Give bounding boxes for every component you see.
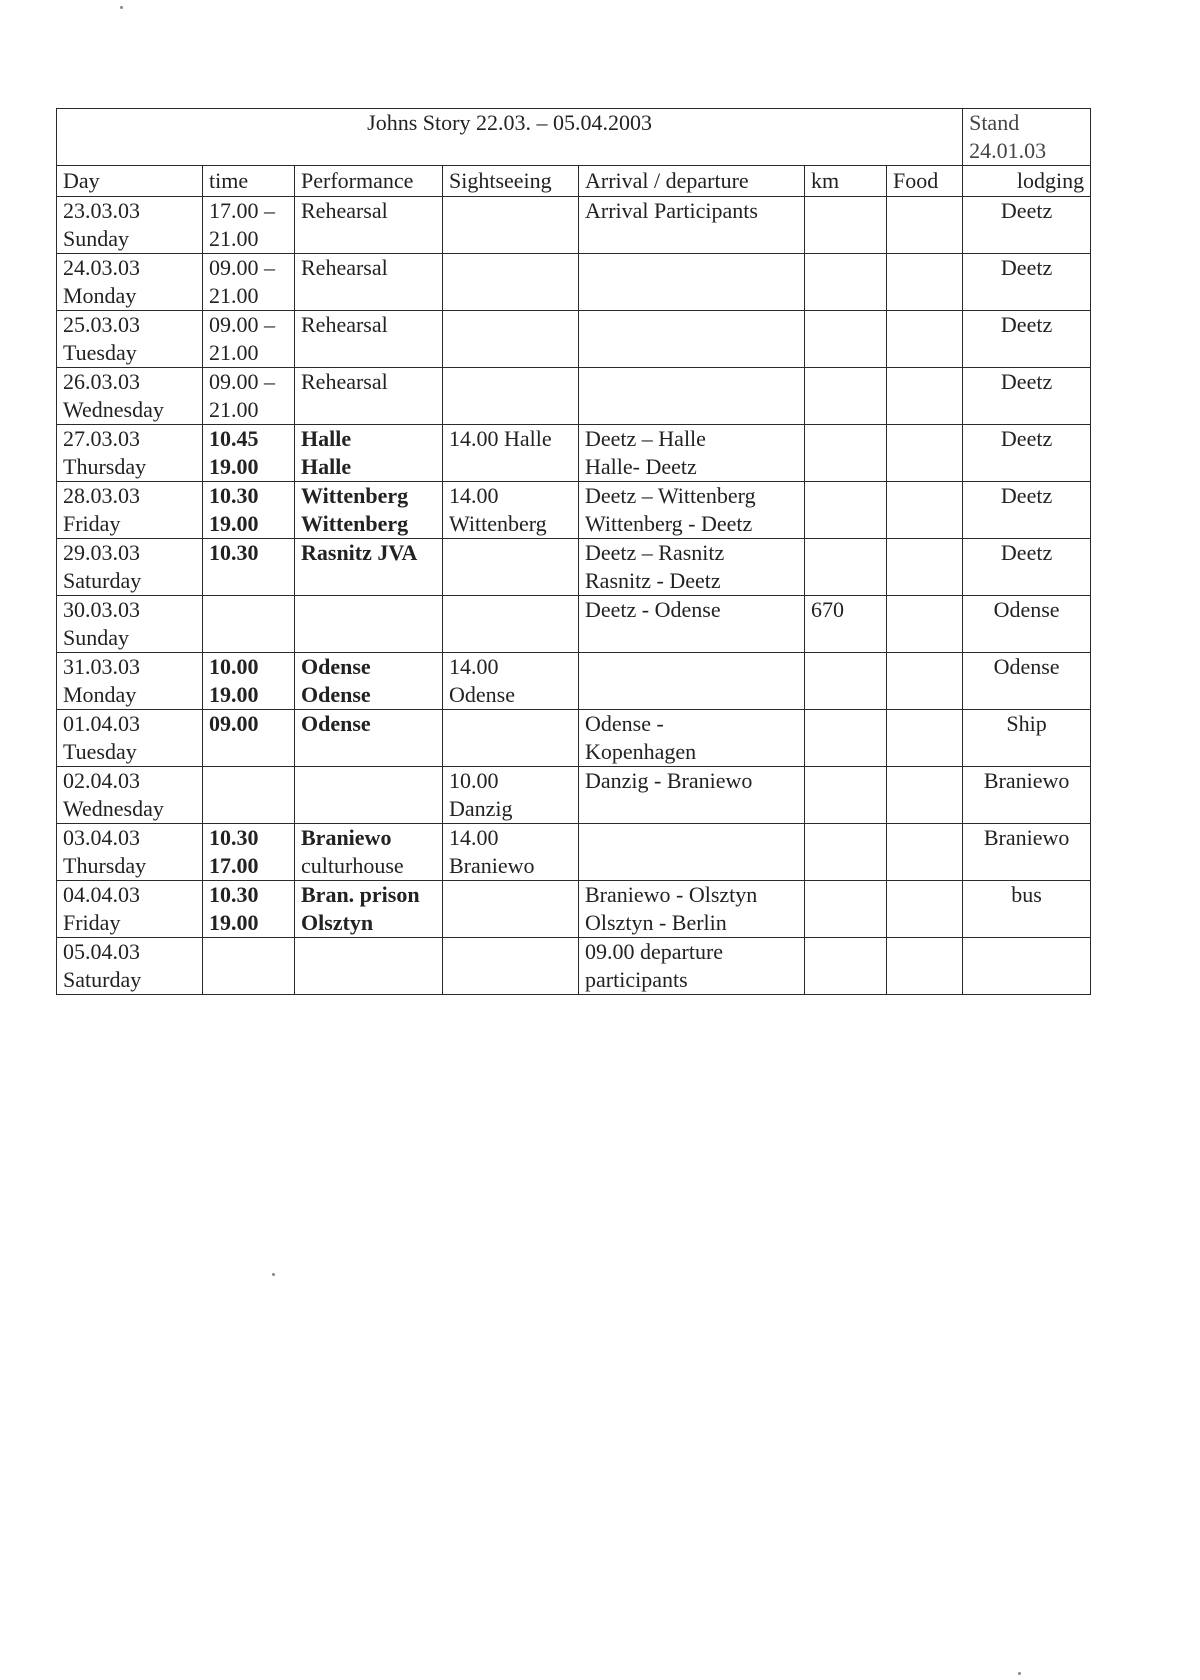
food-cell [887,482,963,539]
sightseeing-line-1: 14.00 [449,483,499,508]
performance-line-1: Rehearsal [301,255,388,280]
performance-cell [295,197,443,254]
document-title: Johns Story 22.03. – 05.04.2003 [57,109,963,166]
food-cell [887,596,963,653]
sightseeing-line-1: 14.00 [449,654,499,679]
day-line-2: Monday [63,682,137,707]
day-line-2: Tuesday [63,340,137,365]
lodging-value: Braniewo [983,768,1070,793]
food-cell [887,254,963,311]
time-cell [203,767,295,824]
arrival-departure-cell [579,767,805,824]
arrival-departure-line-2: Olsztyn - Berlin [585,910,727,935]
table-row [57,311,1091,368]
day-cell [57,596,203,653]
performance-cell [295,311,443,368]
day-line-2: Thursday [63,454,147,479]
arrival-departure-line-1: Deetz - Odense [585,597,721,622]
time-line-2: 19.00 [209,910,259,935]
arrival-departure-line-2: participants [585,967,688,992]
sightseeing-line-2: Braniewo [449,853,535,878]
day-cell [57,767,203,824]
km-value: 670 [811,597,844,622]
sightseeing-cell [443,482,579,539]
sightseeing-cell [443,938,579,995]
food-cell [887,938,963,995]
km-cell [805,425,887,482]
km-cell [805,482,887,539]
arrival-departure-line-1: 09.00 departure [585,939,724,964]
time-cell [203,710,295,767]
time-line-2: 21.00 [209,283,259,308]
day-cell [57,653,203,710]
performance-cell [295,425,443,482]
km-cell [805,596,887,653]
sightseeing-cell [443,767,579,824]
performance-line-1: Odense [301,654,371,679]
time-cell [203,254,295,311]
day-line-2: Friday [63,910,121,935]
arrival-departure-cell [579,539,805,596]
lodging-cell [963,311,1091,368]
performance-line-1: Rehearsal [301,198,388,223]
sightseeing-line-1: 14.00 [449,825,499,850]
time-line-1: 10.30 [209,882,259,907]
performance-cell [295,482,443,539]
day-cell [57,311,203,368]
day-line-1: 31.03.03 [63,654,140,679]
day-line-2: Wednesday [63,796,164,821]
food-cell [887,311,963,368]
km-cell [805,539,887,596]
time-line-1: 10.45 [209,426,259,451]
lodging-cell [963,824,1091,881]
performance-cell [295,767,443,824]
arrival-departure-cell [579,425,805,482]
km-cell [805,710,887,767]
arrival-departure-cell [579,653,805,710]
lodging-value: Deetz [1000,369,1053,394]
table-row [57,653,1091,710]
arrival-departure-line-2: Wittenberg - Deetz [585,511,753,536]
lodging-value: Odense [993,597,1060,622]
food-cell [887,710,963,767]
lodging-cell [963,254,1091,311]
stand-date: 24.01.03 [969,138,1047,163]
performance-line-2: Odense [301,682,371,707]
time-line-1: 09.00 – [209,312,275,337]
day-cell [57,368,203,425]
time-line-1: 09.00 [209,711,259,736]
food-cell [887,197,963,254]
table-row [57,425,1091,482]
performance-cell [295,368,443,425]
km-cell [805,881,887,938]
time-line-1: 10.00 [209,654,259,679]
time-line-2: 19.00 [209,682,259,707]
scan-speck [272,1273,275,1276]
km-cell [805,824,887,881]
arrival-departure-line-2: Halle- Deetz [585,454,697,479]
schedule-body [57,197,1091,995]
stand-label: Stand [969,110,1020,135]
arrival-departure-cell [579,197,805,254]
schedule-table [56,108,1091,995]
column-header: time [203,166,295,197]
day-line-1: 25.03.03 [63,312,140,337]
day-line-2: Sunday [63,625,129,650]
arrival-departure-cell [579,938,805,995]
sightseeing-cell [443,596,579,653]
time-line-2: 21.00 [209,226,259,251]
sightseeing-line-2: Wittenberg [449,511,547,536]
food-cell [887,653,963,710]
performance-cell [295,653,443,710]
lodging-value: bus [1011,882,1042,907]
performance-line-2: culturhouse [301,853,404,878]
lodging-cell [963,425,1091,482]
day-cell [57,197,203,254]
arrival-departure-line-2: Rasnitz - Deetz [585,568,721,593]
arrival-departure-line-1: Arrival Participants [585,198,758,223]
km-cell [805,767,887,824]
table-row [57,539,1091,596]
table-row [57,368,1091,425]
arrival-departure-line-1: Deetz – Rasnitz [585,540,725,565]
column-header: Day [57,166,203,197]
arrival-departure-cell [579,311,805,368]
scan-speck [1018,1672,1021,1675]
day-line-1: 03.04.03 [63,825,140,850]
sightseeing-line-1: 14.00 Halle [449,426,552,451]
sightseeing-cell [443,881,579,938]
day-cell [57,482,203,539]
arrival-departure-cell [579,881,805,938]
lodging-value: Deetz [1000,483,1053,508]
sightseeing-cell [443,197,579,254]
day-line-2: Wednesday [63,397,164,422]
arrival-departure-cell [579,824,805,881]
lodging-cell [963,596,1091,653]
lodging-value: Braniewo [983,825,1070,850]
stand-cell [963,109,1091,166]
day-cell [57,824,203,881]
performance-cell [295,824,443,881]
day-line-2: Thursday [63,853,147,878]
km-cell [805,938,887,995]
performance-line-1: Braniewo [301,825,392,850]
lodging-cell [963,767,1091,824]
lodging-value: Deetz [1000,198,1053,223]
sightseeing-cell [443,425,579,482]
arrival-departure-cell [579,482,805,539]
lodging-value: Deetz [1000,540,1053,565]
column-header: Performance [295,166,443,197]
lodging-cell [963,368,1091,425]
time-line-2: 21.00 [209,397,259,422]
food-cell [887,881,963,938]
food-cell [887,824,963,881]
day-cell [57,881,203,938]
column-header: lodging [963,166,1091,197]
time-cell [203,368,295,425]
arrival-departure-line-1: Odense - [585,711,664,736]
performance-line-2: Wittenberg [301,511,409,536]
food-cell [887,767,963,824]
performance-line-1: Bran. prison [301,882,420,907]
table-row [57,197,1091,254]
column-header: Arrival / departure [579,166,805,197]
day-line-1: 02.04.03 [63,768,140,793]
day-line-2: Friday [63,511,121,536]
km-cell [805,368,887,425]
arrival-departure-line-1: Danzig - Braniewo [585,768,753,793]
sightseeing-line-2: Danzig [449,796,513,821]
km-cell [805,653,887,710]
day-cell [57,710,203,767]
day-line-1: 28.03.03 [63,483,140,508]
column-header: Food [887,166,963,197]
day-line-2: Tuesday [63,739,137,764]
table-row [57,710,1091,767]
day-line-2: Monday [63,283,137,308]
time-line-1: 10.30 [209,825,259,850]
sightseeing-cell [443,539,579,596]
performance-cell [295,596,443,653]
performance-line-1: Wittenberg [301,483,409,508]
km-cell [805,311,887,368]
day-line-1: 29.03.03 [63,540,140,565]
arrival-departure-cell [579,710,805,767]
day-line-1: 04.04.03 [63,882,140,907]
lodging-value: Deetz [1000,426,1053,451]
day-line-1: 23.03.03 [63,198,140,223]
arrival-departure-line-1: Deetz – Wittenberg [585,483,756,508]
lodging-cell [963,197,1091,254]
time-cell [203,824,295,881]
sightseeing-cell [443,824,579,881]
day-cell [57,425,203,482]
day-cell [57,254,203,311]
time-cell [203,482,295,539]
lodging-value: Deetz [1000,312,1053,337]
table-row [57,596,1091,653]
day-line-2: Sunday [63,226,129,251]
time-cell [203,311,295,368]
food-cell [887,368,963,425]
time-cell [203,425,295,482]
time-cell [203,881,295,938]
scan-speck [120,6,123,9]
table-row [57,881,1091,938]
day-line-1: 24.03.03 [63,255,140,280]
time-cell [203,596,295,653]
time-cell [203,938,295,995]
arrival-departure-cell [579,368,805,425]
lodging-value: Deetz [1000,255,1053,280]
performance-line-1: Rehearsal [301,369,388,394]
header-row [57,166,1091,197]
time-line-1: 09.00 – [209,369,275,394]
performance-cell [295,938,443,995]
food-cell [887,425,963,482]
arrival-departure-cell [579,596,805,653]
table-row [57,254,1091,311]
arrival-departure-line-2: Kopenhagen [585,739,697,764]
day-line-2: Saturday [63,967,142,992]
day-line-1: 26.03.03 [63,369,140,394]
day-line-1: 30.03.03 [63,597,140,622]
time-line-1: 10.30 [209,483,259,508]
performance-cell [295,539,443,596]
time-line-1: 17.00 – [209,198,275,223]
lodging-cell [963,881,1091,938]
sightseeing-line-1: 10.00 [449,768,499,793]
lodging-cell [963,539,1091,596]
column-header: km [805,166,887,197]
time-cell [203,197,295,254]
table-row [57,767,1091,824]
table-row [57,482,1091,539]
day-line-1: 05.04.03 [63,939,140,964]
arrival-departure-cell [579,254,805,311]
column-header: Sightseeing [443,166,579,197]
time-line-1: 10.30 [209,540,259,565]
performance-line-2: Halle [301,454,352,479]
time-cell [203,539,295,596]
km-cell [805,254,887,311]
time-line-2: 19.00 [209,511,259,536]
time-line-2: 17.00 [209,853,259,878]
sightseeing-cell [443,254,579,311]
performance-cell [295,710,443,767]
sightseeing-cell [443,368,579,425]
sightseeing-line-2: Odense [449,682,515,707]
lodging-cell [963,938,1091,995]
day-line-1: 01.04.03 [63,711,140,736]
performance-line-1: Odense [301,711,371,736]
table-row [57,938,1091,995]
day-cell [57,938,203,995]
day-cell [57,539,203,596]
time-line-2: 19.00 [209,454,259,479]
lodging-cell [963,482,1091,539]
performance-line-1: Halle [301,426,352,451]
sightseeing-cell [443,311,579,368]
time-cell [203,653,295,710]
day-line-2: Saturday [63,568,142,593]
lodging-value: Ship [1006,711,1047,736]
sightseeing-cell [443,710,579,767]
day-line-1: 27.03.03 [63,426,140,451]
lodging-value: Odense [993,654,1060,679]
arrival-departure-line-1: Deetz – Halle [585,426,706,451]
performance-line-1: Rehearsal [301,312,388,337]
lodging-cell [963,710,1091,767]
sightseeing-cell [443,653,579,710]
performance-cell [295,254,443,311]
table-row [57,824,1091,881]
performance-line-1: Rasnitz JVA [301,540,418,565]
title-row [57,109,1091,166]
performance-line-2: Olsztyn [301,910,374,935]
food-cell [887,539,963,596]
arrival-departure-line-1: Braniewo - Olsztyn [585,882,758,907]
km-cell [805,197,887,254]
time-line-1: 09.00 – [209,255,275,280]
lodging-cell [963,653,1091,710]
performance-cell [295,881,443,938]
time-line-2: 21.00 [209,340,259,365]
